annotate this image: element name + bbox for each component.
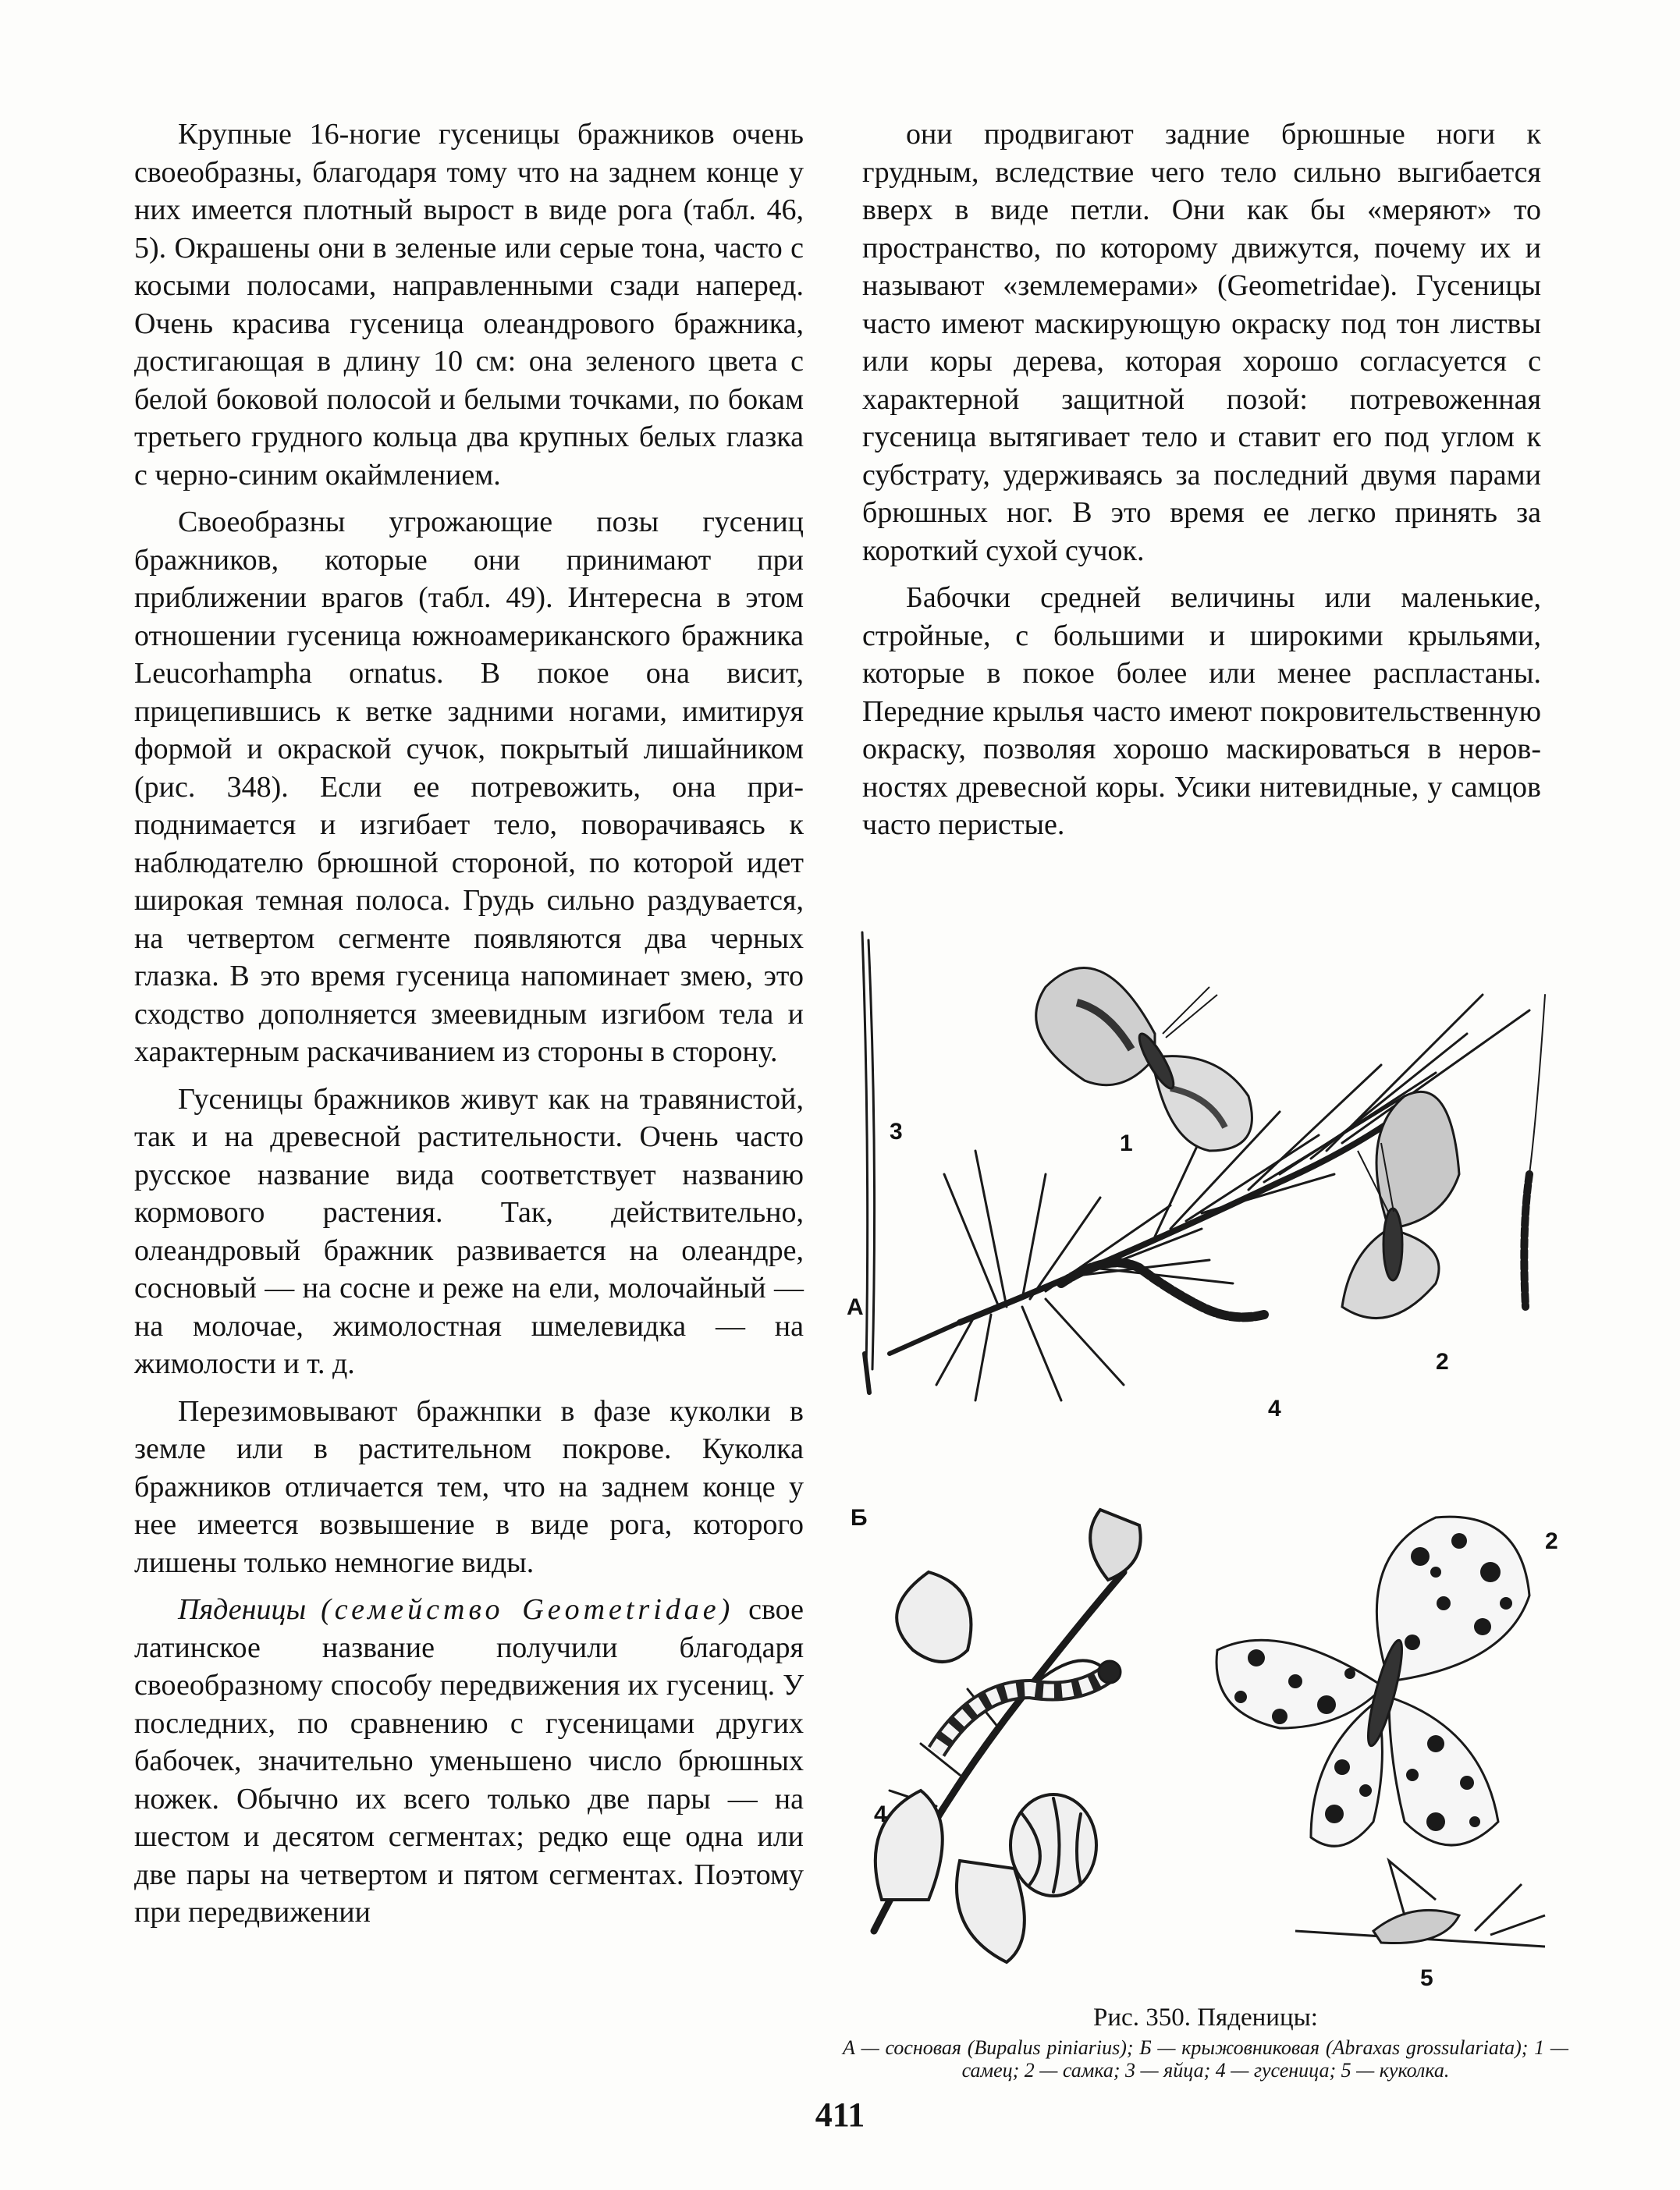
paragraph: Своеобразны угрожающие позы гусениц бражников, которые они принимают при приближении врагов (табл. 49). Интересна в этом отношении гусеница южноамериканского бражника Leucorhampha ornatus. В покое она висит, прицепившись к ветке задними ногами, имитируя формой и окраской сучок, покрытый лишайником (рис. 348). Если ее потревожить, она приподнимается и изгибает тело, поворачиваясь к наблюдателю брюшной стороной, по которой идет широкая темная полоса. Грудь сильно раздувается, на четвертом сегменте появляются два черных глазка. В это время гусеница напоминает змею, это сходство дополняется змеевидным изгибом тела и характерным раскачиванием из стороны в сторону.: [134, 506, 804, 1068]
label-3: 3: [890, 1119, 903, 1145]
label-1: 1: [1120, 1130, 1133, 1156]
label-4: 4: [874, 1801, 887, 1827]
magpie-moth: [1216, 1517, 1529, 1846]
term-italic: Пяденицы: [178, 1593, 307, 1626]
label-2: 2: [1545, 1528, 1558, 1554]
label-4: 4: [1268, 1396, 1281, 1422]
figure-pine-looper: [843, 917, 1561, 1424]
caption-text: А — сосновая (Bupalus piniarius); Б — крыжовниковая (Abraxas grossulariata); 1 — самец; 2 — самка; 3 — яйца; 4 — гусеница; 5 — куколка.: [843, 2036, 1568, 2082]
figure-magpie-moth: [843, 1494, 1561, 1993]
paragraph: Бабочки средней величины или маленькие, стройные, с большими и широкими крыльями, которые в покое более или менее распластаны. Передние крылья часто имеют покровительственную окраску, позволяя хорошо маскироваться в неровностях древесной коры. Усики нитевидные, у самцов часто перистые.: [862, 581, 1541, 841]
paragraph: Крупные 16-ногие гусеницы бражников очень своеобразны, благодаря тому что на заднем конце у них имеется плотный вырост в виде рога (табл. 46, 5). Окрашены они в зеленые или серые тона, часто с косыми полосами, направленными сзади наперед. Очень красива гусеница олеандрового бражника, достигающая в длину 10 см: она зеленого цвета с белой боковой полосой и белыми точками, по бокам третьего грудного кольца два крупных белых глазка с черно-синим окаймлением.: [134, 118, 804, 492]
left-column: [134, 115, 804, 1941]
paragraph: Гусеницы бражников живут как на травянистой, так и на древесной растительности. Очень часто русское название вида соответствует названию кормового растения. Так, действительно, олеандровый бражник развивается на олеандре, сосновый — на сосне и реже на ели, молочайный — на молочае, жимолостная шмелевидка — на жимолости и т. д.: [134, 1082, 804, 1380]
label-5: 5: [1420, 1965, 1433, 1991]
caterpillar: [936, 1661, 1121, 1752]
label-A: А: [847, 1294, 864, 1320]
label-2: 2: [1436, 1349, 1449, 1375]
pine-looper-illustration: [843, 917, 1561, 1424]
magpie-moth-illustration: [843, 1494, 1561, 1993]
pupa: [1295, 1861, 1545, 1947]
paragraph: Перезимовывают бражнпки в фазе куколки в земле или в растительном покрове. Куколка бражников отличается тем, что на заднем конце у нее имеется возвышение в виде рога, которого лишены только немногие виды.: [134, 1394, 804, 1579]
butterfly-male: [1036, 968, 1252, 1152]
paragraph-rest: свое латинское название получили благодаря своеобразному способу передвижения их гусениц. У последних, по сравнению с гусеницами других бабочек, значительно уменьшено число брюшных ножек. Обычно их всего только две пары — на шестом и десятом сегментах; редко еще одна или две пары на четвертом и пятом сегментах. Поэтому при передвижении: [134, 1593, 804, 1929]
paragraph-geometridae: [134, 1591, 804, 1932]
paragraph: они продвигают задние брюшные ноги к грудным, вследствие чего тело сильно выгибается вверх в виде петли. Они как бы «меряют» то пространство, по которому движутся, почему их и называют «землемерами» (Geometridae). Гусеницы часто имеют маскирующую окраску под тон листвы или коры дерева, которая хорошо согласуется с характерной защитной позой: потревоженная гусеница вытягивает тело и ставит его под углом к субстрату, удерживаясь за последний двумя парами брюшных ног. В это время ее легко принять за короткий сухой сучок.: [862, 118, 1541, 567]
page-number: 411: [815, 2096, 865, 2134]
figure-caption: [843, 2002, 1568, 2082]
butterfly-female: [1342, 1091, 1459, 1318]
latin-family-name: (семейство Geometridae): [321, 1593, 734, 1626]
caption-title: Рис. 350. Пяденицы:: [1093, 2004, 1318, 2032]
label-B: Б: [851, 1505, 868, 1531]
right-column: [862, 115, 1541, 854]
